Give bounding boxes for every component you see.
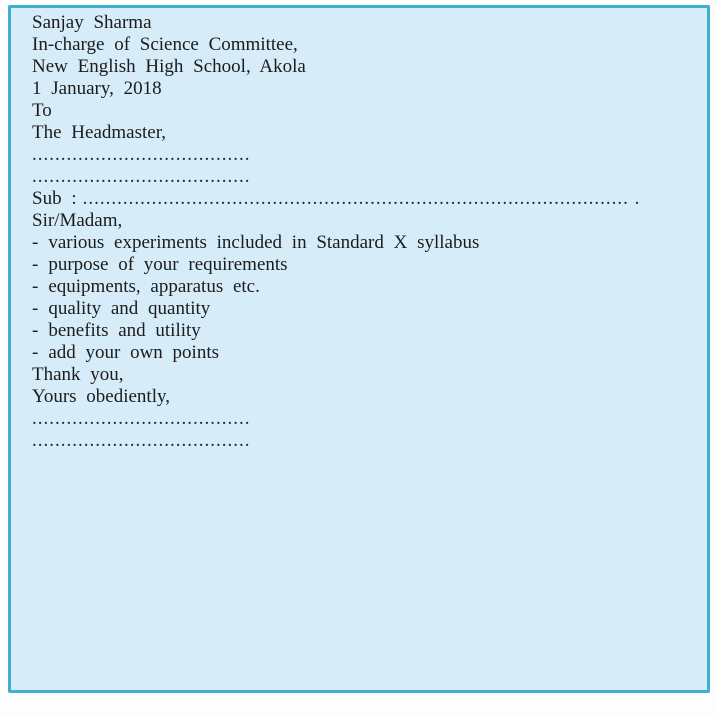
- letter-template-card: [8, 5, 710, 693]
- dash-bullet: -: [32, 320, 39, 341]
- sender-name: Sanjay Sharma: [32, 12, 152, 33]
- signature-blank-line-1: ......................................: [32, 408, 251, 429]
- dash-bullet: -: [32, 342, 39, 363]
- list-item: [32, 276, 689, 298]
- dash-bullet: -: [32, 254, 39, 275]
- salutation: Sir/Madam,: [32, 210, 123, 231]
- dash-bullet: -: [32, 298, 39, 319]
- list-item: [32, 320, 689, 342]
- list-item: [32, 232, 689, 254]
- point-text: quality and quantity: [48, 298, 211, 319]
- recipient-address-blank-line-1: ......................................: [32, 144, 251, 165]
- thank-you-line: Thank you,: [32, 364, 124, 385]
- subject-line: [32, 188, 689, 210]
- signature-blank-line-2: ......................................: [32, 430, 251, 451]
- subject-blank-line: ............................................................................................... .: [82, 188, 641, 209]
- list-item: [32, 298, 689, 320]
- sender-address: New English High School, Akola: [32, 56, 306, 77]
- point-text: purpose of your requirements: [48, 254, 288, 275]
- closing-line: Yours obediently,: [32, 386, 171, 407]
- recipient-address-blank-line-2: ......................................: [32, 166, 251, 187]
- dash-bullet: -: [32, 276, 39, 297]
- point-text: benefits and utility: [48, 320, 201, 341]
- recipient-name: The Headmaster,: [32, 122, 167, 143]
- point-text: various experiments included in Standard X syllabus: [48, 232, 480, 253]
- dash-bullet: -: [32, 232, 39, 253]
- letter-date: 1 January, 2018: [32, 78, 162, 99]
- to-label: To: [32, 100, 52, 121]
- list-item: [32, 342, 689, 364]
- subject-label: Sub :: [32, 188, 77, 209]
- sender-designation: In-charge of Science Committee,: [32, 34, 298, 55]
- point-text: add your own points: [48, 342, 220, 363]
- point-text: equipments, apparatus etc.: [48, 276, 260, 297]
- list-item: [32, 254, 689, 276]
